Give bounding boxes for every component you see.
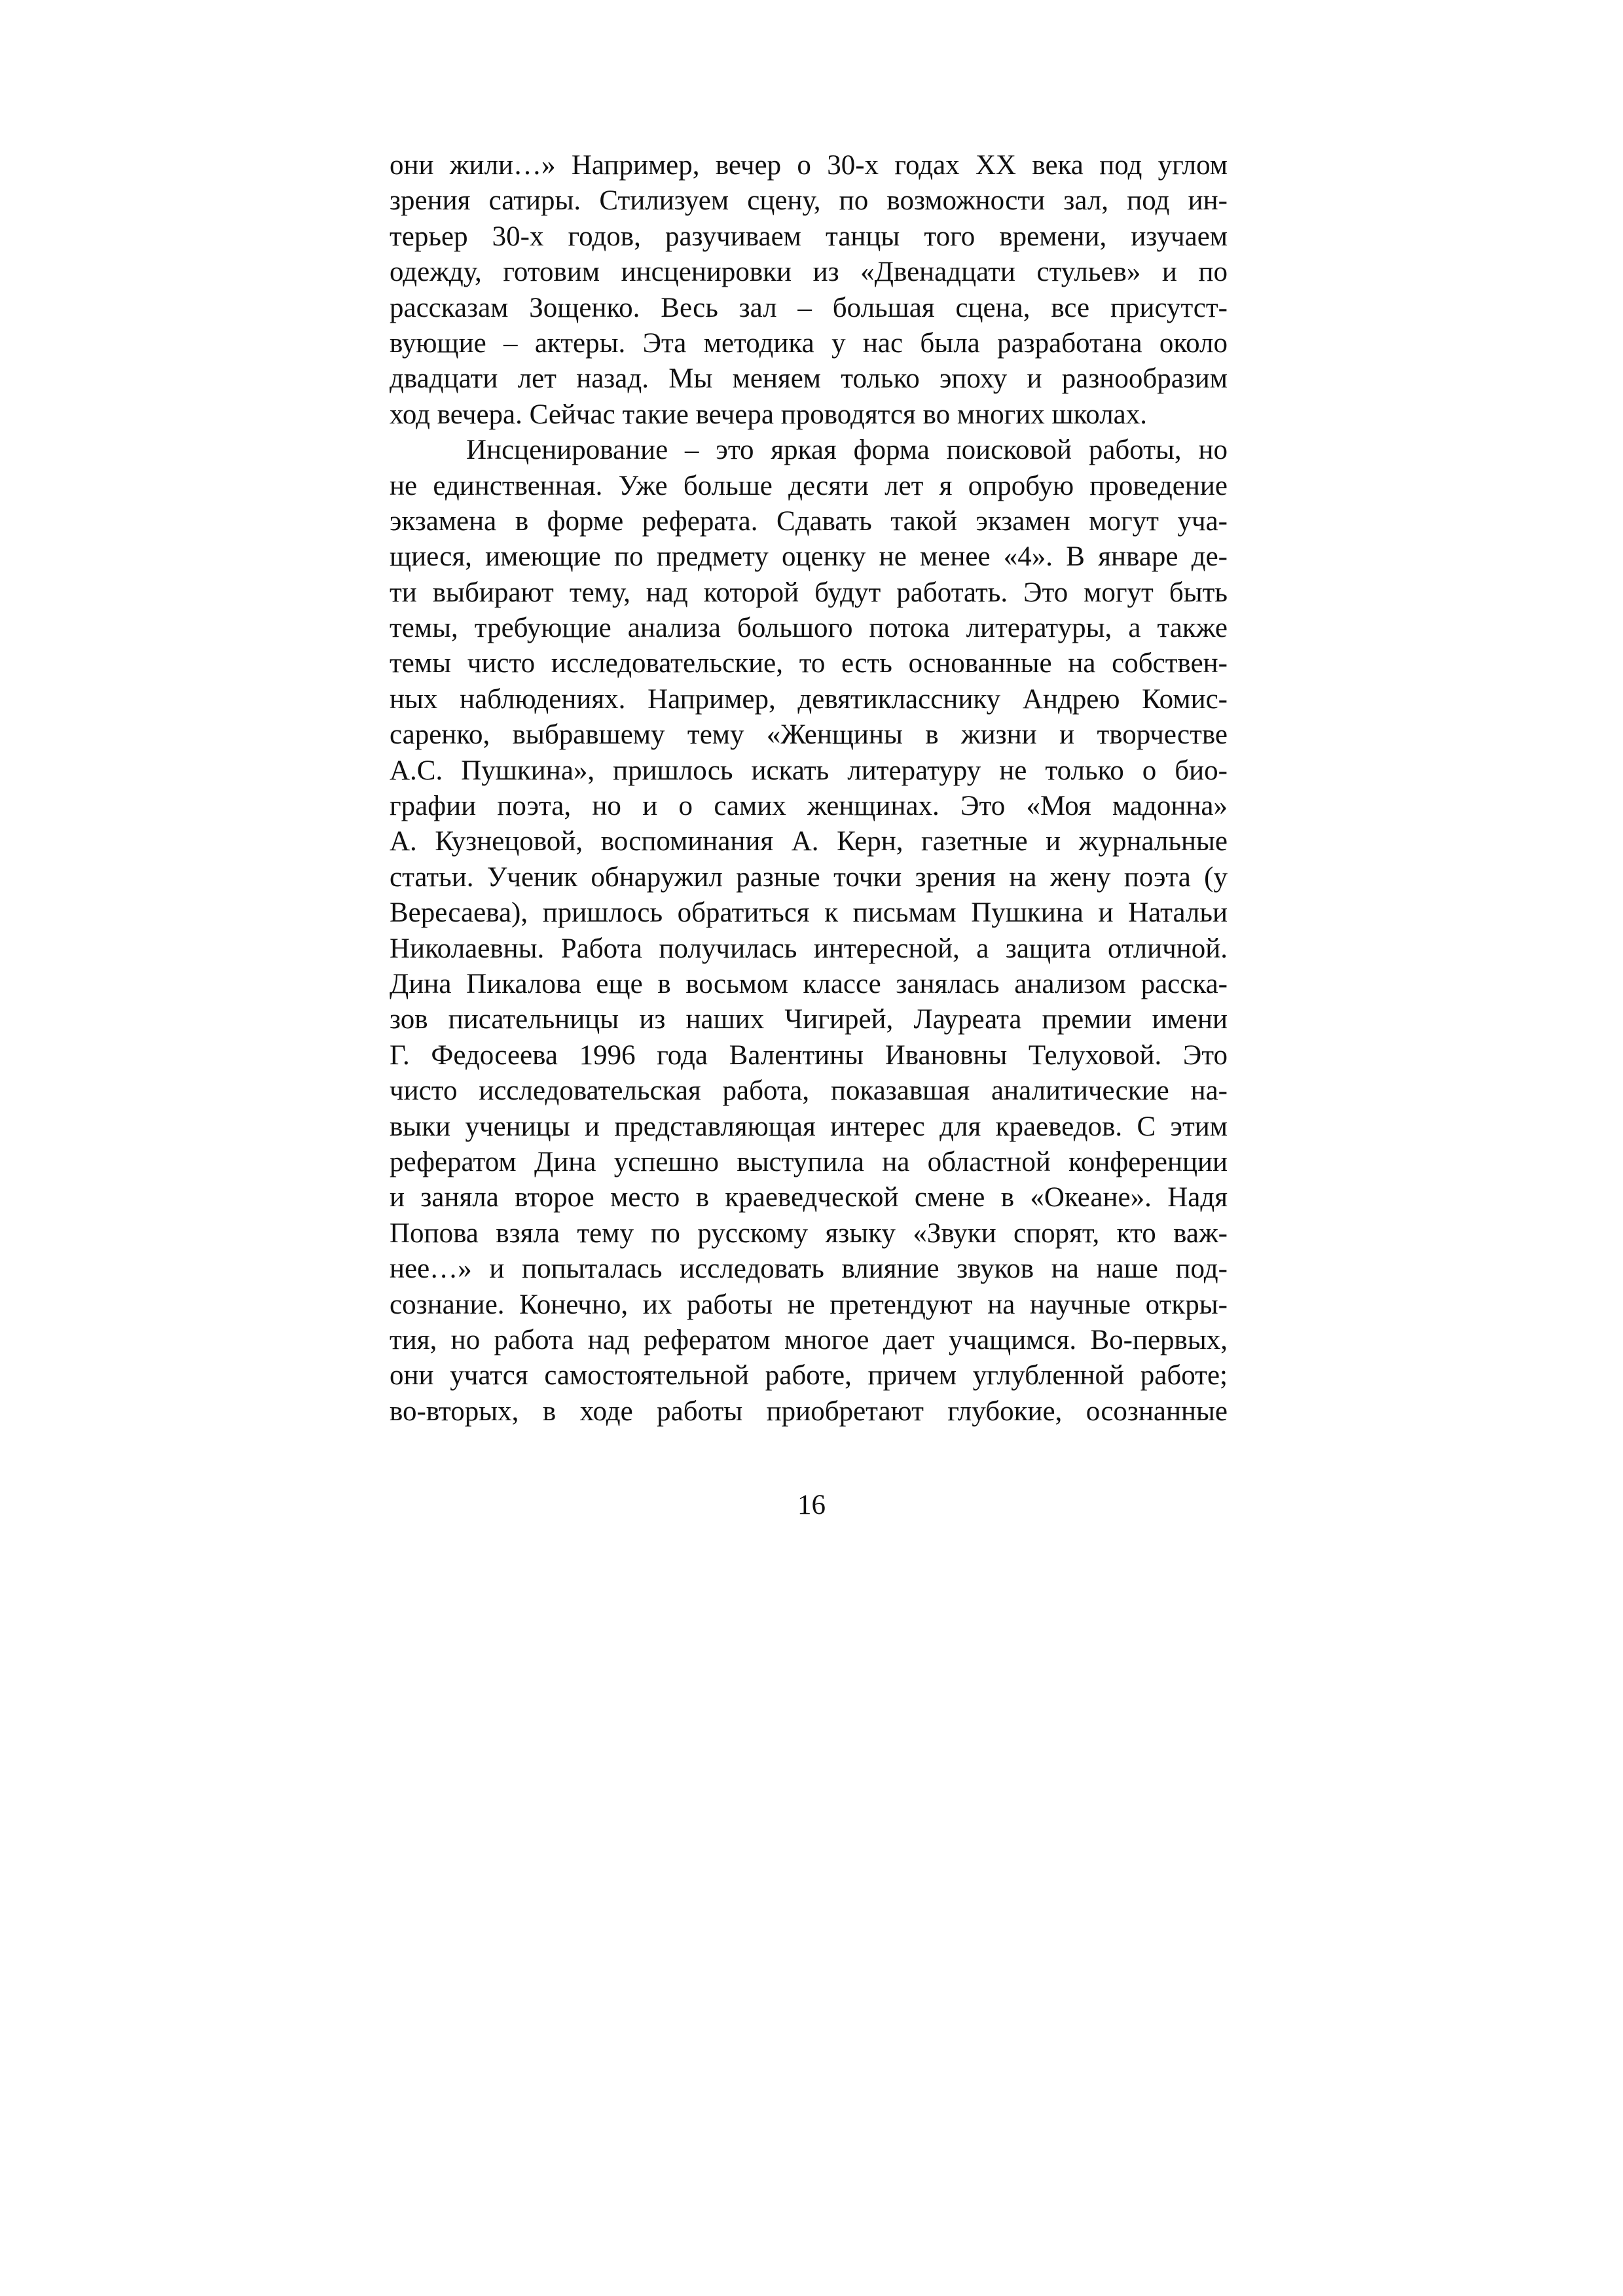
text-line: ных наблюдениях. Например, девятикласснику Андрею Комис- [390,683,1228,715]
text-line: темы чисто исследовательские, то есть основанные на собствен- [390,648,1228,679]
text-line: зрения сатиры. Стилизуем сцену, по возможности зал, под ин- [390,185,1228,217]
text-line: двадцати лет назад. Мы меняем только эпоху и разнообразим [390,363,1228,395]
text-line: чисто исследовательская работа, показавшая аналитические на- [390,1075,1228,1107]
text-line: тия, но работа над рефератом многое дает учащимся. Во-первых, [390,1324,1228,1355]
text-line: щиеся, имеющие по предмету оценку не менее «4». В январе де- [390,541,1228,573]
text-line: ти выбирают тему, над которой будут работать. Это могут быть [390,577,1228,608]
paragraph-first-line: Инсценирование – это яркая форма поисковой работы, но [466,435,1228,466]
text-line: терьер 30-х годов, разучиваем танцы того времени, изучаем [390,221,1228,252]
text-line: вующие – актеры. Эта методика у нас была разработана около [390,327,1228,359]
text-line: рефератом Дина успешно выступила на областной конференции [390,1146,1228,1177]
text-line: сознание. Конечно, их работы не претендуют на научные откры- [390,1289,1228,1320]
text-line: экзамена в форме реферата. Сдавать такой экзамен могут уча- [390,505,1228,537]
text-line: саренко, выбравшему тему «Женщины в жизни и творчестве [390,719,1228,751]
text-line: они учатся самостоятельной работе, причем углубленной работе; [390,1360,1228,1391]
text-line: темы, требующие анализа большого потока литературы, а также [390,613,1228,644]
text-line: Дина Пикалова еще в восьмом классе занялась анализом расска- [390,968,1228,999]
text-line: графии поэта, но и о самих женщинах. Это «Моя мадонна» [390,791,1228,822]
text-line: Вересаева), пришлось обратиться к письмам Пушкина и Натальи [390,897,1228,929]
text-line: А. Кузнецовой, воспоминания А. Керн, газетные и журнальные [390,826,1228,857]
text-line: А.С. Пушкина», пришлось искать литературу не только о био- [390,755,1228,786]
text-line: Попова взяла тему по русскому языку «Звуки спорят, кто важ- [390,1217,1228,1249]
text-line: выки ученицы и представляющая интерес для краеведов. С этим [390,1111,1228,1142]
body-text [390,148,1228,1429]
text-line: нее…» и попыталась исследовать влияние звуков на наше под- [390,1253,1228,1285]
text-line: зов писательницы из наших Чигирей, Лауреата премии имени [390,1004,1228,1035]
text-line: они жили…» Например, вечер о 30-х годах XX века под углом [390,150,1228,181]
text-line: одежду, готовим инсценировки из «Двенадцати стульев» и по [390,257,1228,288]
text-line: ход вечера. Сейчас такие вечера проводятся во многих школах. [390,399,1148,430]
text-line: Г. Федосеева 1996 года Валентины Ивановны Телуховой. Это [390,1039,1228,1071]
text-line: рассказам Зощенко. Весь зал – большая сцена, все присутст- [390,292,1228,323]
text-line: во-вторых, в ходе работы приобретают глубокие, осознанные [390,1395,1228,1427]
text-line: и заняла второе место в краеведческой смене в «Океане». Надя [390,1182,1228,1213]
page-number: 16 [797,1490,826,1520]
text-line: Николаевны. Работа получилась интересной, а защита отличной. [390,933,1228,964]
text-line: статьи. Ученик обнаружил разные точки зрения на жену поэта (у [390,861,1228,893]
text-line: не единственная. Уже больше десяти лет я опробую проведение [390,470,1228,501]
